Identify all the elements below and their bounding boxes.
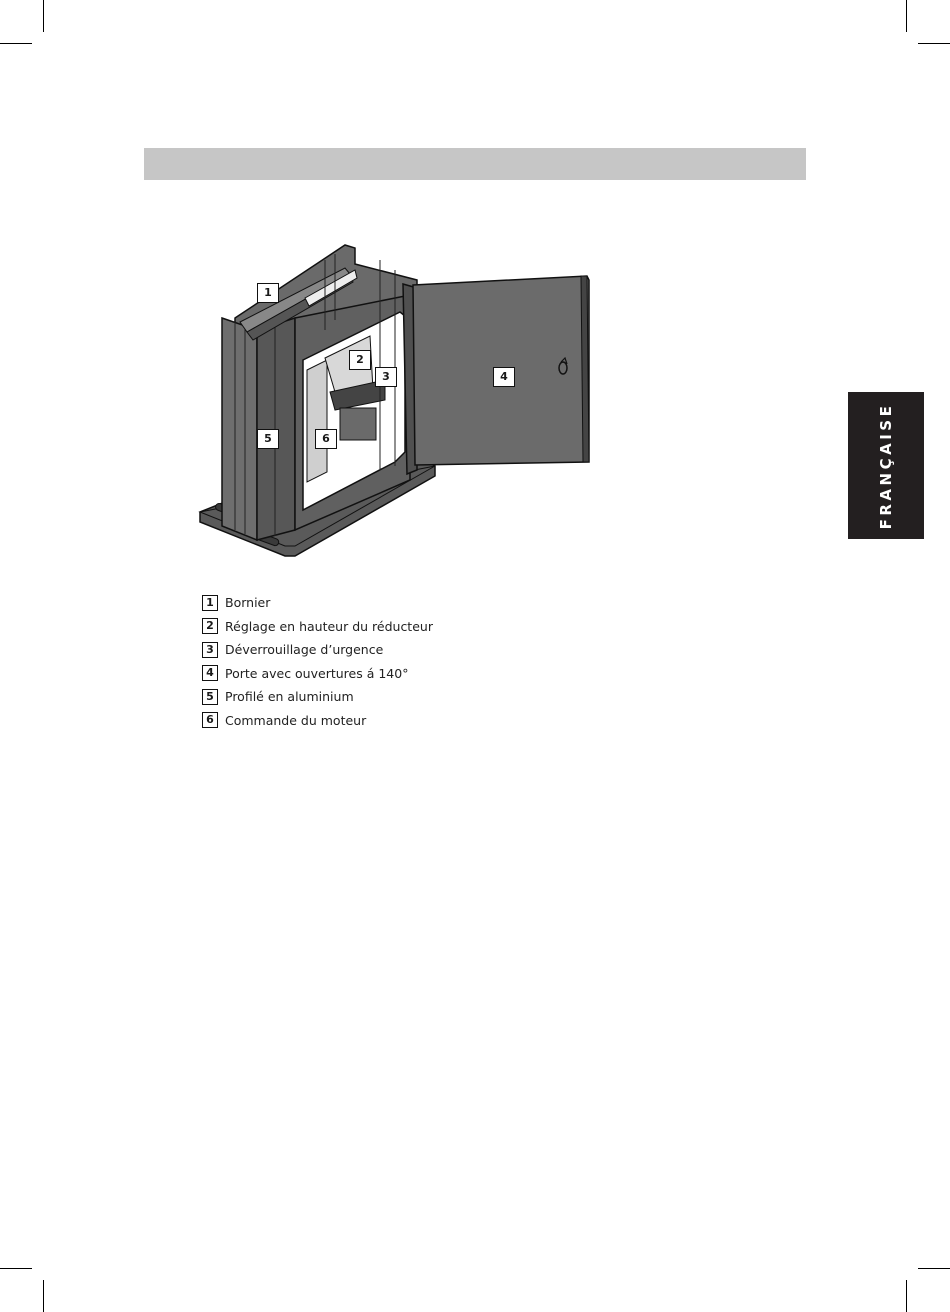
legend-label: Commande du moteur — [225, 712, 367, 728]
callout-3: 3 — [375, 367, 397, 387]
language-tab — [848, 392, 924, 539]
legend-number: 5 — [202, 689, 218, 705]
legend-item — [202, 591, 433, 615]
legend-item — [202, 638, 433, 662]
callout-1: 1 — [257, 283, 279, 303]
crop-mark — [0, 1268, 32, 1269]
crop-mark — [906, 1280, 907, 1312]
crop-mark — [918, 43, 950, 44]
legend-number: 2 — [202, 618, 218, 634]
crop-mark — [918, 1268, 950, 1269]
legend-label: Porte avec ouvertures á 140° — [225, 665, 409, 681]
legend-number: 6 — [202, 712, 218, 728]
legend-label: Profilé en aluminium — [225, 689, 354, 705]
legend-number: 1 — [202, 595, 218, 611]
legend-item — [202, 685, 433, 709]
crop-mark — [43, 0, 44, 32]
crop-mark — [43, 1280, 44, 1312]
enclosure-drawing — [195, 240, 595, 560]
enclosure-illustration — [195, 240, 595, 560]
legend-label: Bornier — [225, 595, 271, 611]
callout-2: 2 — [349, 350, 371, 370]
legend-number: 4 — [202, 665, 218, 681]
callout-5: 5 — [257, 429, 279, 449]
crop-mark — [0, 43, 32, 44]
crop-mark — [906, 0, 907, 32]
callout-4: 4 — [493, 367, 515, 387]
legend-label: Déverrouillage d’urgence — [225, 642, 384, 658]
callout-6: 6 — [315, 429, 337, 449]
legend-number: 3 — [202, 642, 218, 658]
legend-item — [202, 662, 433, 686]
legend-item — [202, 709, 433, 733]
legend — [202, 591, 433, 732]
section-header-bar — [144, 148, 806, 180]
language-tab-label: FRANÇAISE — [877, 402, 895, 529]
legend-label: Réglage en hauteur du réducteur — [225, 618, 433, 634]
legend-item — [202, 615, 433, 639]
